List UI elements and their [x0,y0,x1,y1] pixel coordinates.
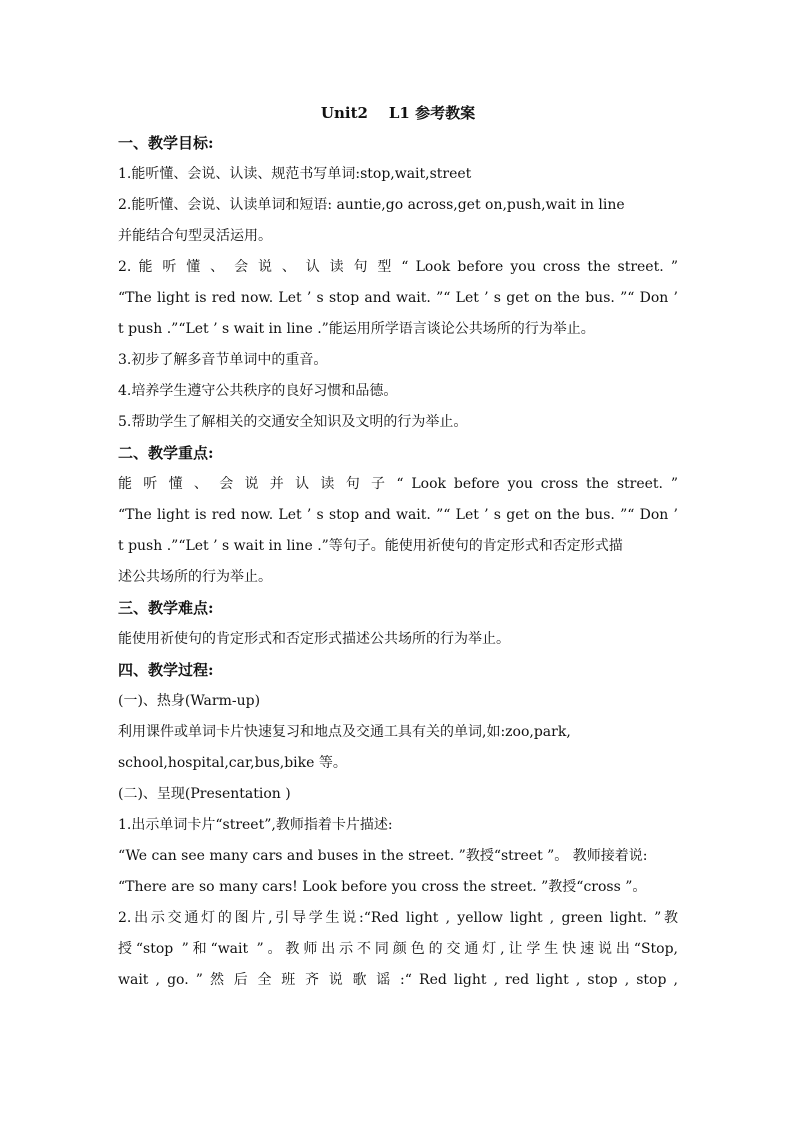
process-line: school,hospital,car,bus,bike 等。 [118,755,347,771]
process-line: 2.出示交通灯的图片,引导学生说:“Red light , yellow light , green light. ”教 [118,910,678,926]
objective-line: 2.能听懂、会说、认读单词和短语: auntie,go across,get on,push,wait in line [118,197,625,213]
key-point-line: t push .”“Let ’ s wait in line .”等句子。能使用祈使句的肯定形式和否定形式描 [118,538,623,554]
section-heading-objectives: 一、教学目标: [118,134,214,152]
objective-line: 2. 能 听 懂 、 会 说 、 认 读 句 型 “ Look before you cross the street. ” [118,259,678,275]
key-point-line: 述公共场所的行为举止。 [118,569,272,585]
key-point-line: 能 听 懂 、 会 说 并 认 读 句 子 “ Look before you cross the street. ” [118,476,678,492]
objective-line: 4.培养学生遵守公共秩序的良好习惯和品德。 [118,383,398,399]
key-point-line: “The light is red now. Let ’ s stop and wait. ”“ Let ’ s get on the bus. ”“ Don ’ [118,507,678,523]
process-line: “There are so many cars! Look before you cross the street. ”教授“cross ”。 [118,879,647,895]
objective-line: “The light is red now. Let ’ s stop and wait. ”“ Let ’ s get on the bus. ”“ Don ’ [118,290,678,306]
section-heading-difficulties: 三、教学难点: [118,599,214,617]
objective-line: 1.能听懂、会说、认读、规范书写单词:stop,wait,street [118,166,472,182]
process-line: wait , go. ” 然 后 全 班 齐 说 歌 谣 :“ Red light , red light , stop , stop , [118,972,678,988]
section-heading-process: 四、教学过程: [118,661,214,679]
objective-line: 并能结合句型灵活运用。 [118,228,272,244]
objective-line: t push .”“Let ’ s wait in line .”能运用所学语言谈论公共场所的行为举止。 [118,321,595,337]
process-line: 1.出示单词卡片“street”,教师指着卡片描述: [118,817,393,833]
difficulty-line: 能使用祈使句的肯定形式和否定形式描述公共场所的行为举止。 [118,631,510,647]
process-line: (一)、热身(Warm-up) [118,693,261,709]
section-heading-key-points: 二、教学重点: [118,444,214,462]
process-line: 利用课件或单词卡片快速复习和地点及交通工具有关的单词,如:zoo,park, [118,724,571,740]
lesson-plan-page [118,98,678,996]
document-title: Unit2 L1 参考教案 [320,104,476,122]
process-line: “We can see many cars and buses in the street. ”教授“street ”。 教师接着说: [118,848,648,864]
objective-line: 3.初步了解多音节单词中的重音。 [118,352,328,368]
objective-line: 5.帮助学生了解相关的交通安全知识及文明的行为举止。 [118,414,468,430]
process-line: (二)、呈现(Presentation ) [118,786,291,802]
process-line: 授“stop ”和“wait ”。教师出示不同颜色的交通灯,让学生快速说出“Stop, [118,941,678,957]
